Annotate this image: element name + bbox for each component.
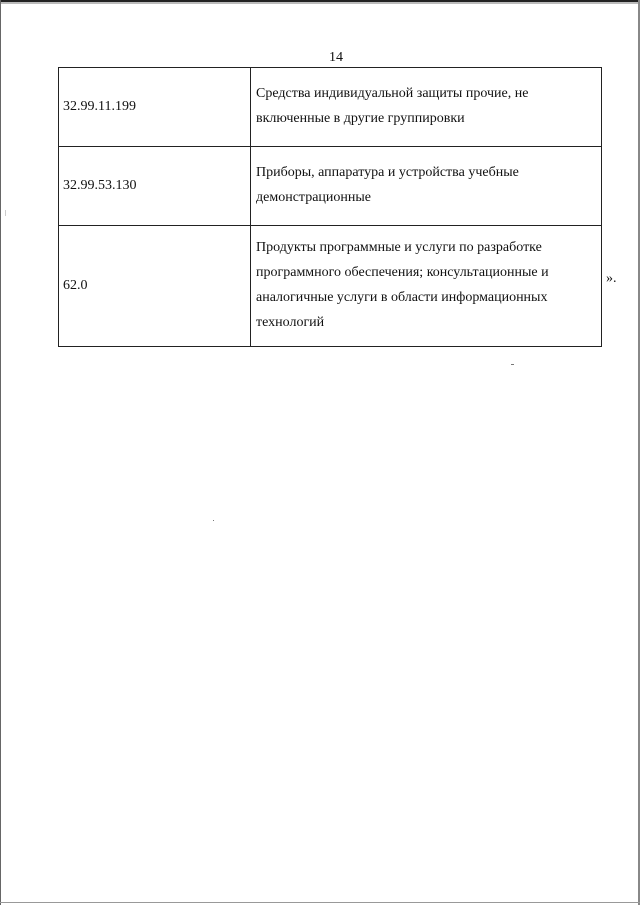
classification-table — [58, 67, 602, 347]
page-number: 14 — [329, 50, 343, 65]
code-cell: 32.99.53.130 — [59, 147, 251, 226]
description-cell: Продукты программные и услуги по разработке программного обеспечения; консультационные и аналогичные услуги в области информационных технологий — [251, 226, 602, 347]
description-cell: Средства индивидуальной защиты прочие, не включенные в другие группировки — [251, 68, 602, 147]
description-cell: Приборы, аппаратура и устройства учебные демонстрационные — [251, 147, 602, 226]
code-cell: 32.99.11.199 — [59, 68, 251, 147]
scan-speck — [5, 210, 6, 216]
table-row — [59, 68, 602, 147]
scan-border-top-shade — [0, 2, 640, 4]
scan-border-left — [0, 0, 1, 905]
closing-quote: ». — [606, 271, 617, 286]
scan-speck — [511, 364, 514, 365]
table-row — [59, 147, 602, 226]
code-cell: 62.0 — [59, 226, 251, 347]
scan-border-bottom — [0, 902, 640, 903]
table-row — [59, 226, 602, 347]
scan-speck — [213, 520, 214, 521]
